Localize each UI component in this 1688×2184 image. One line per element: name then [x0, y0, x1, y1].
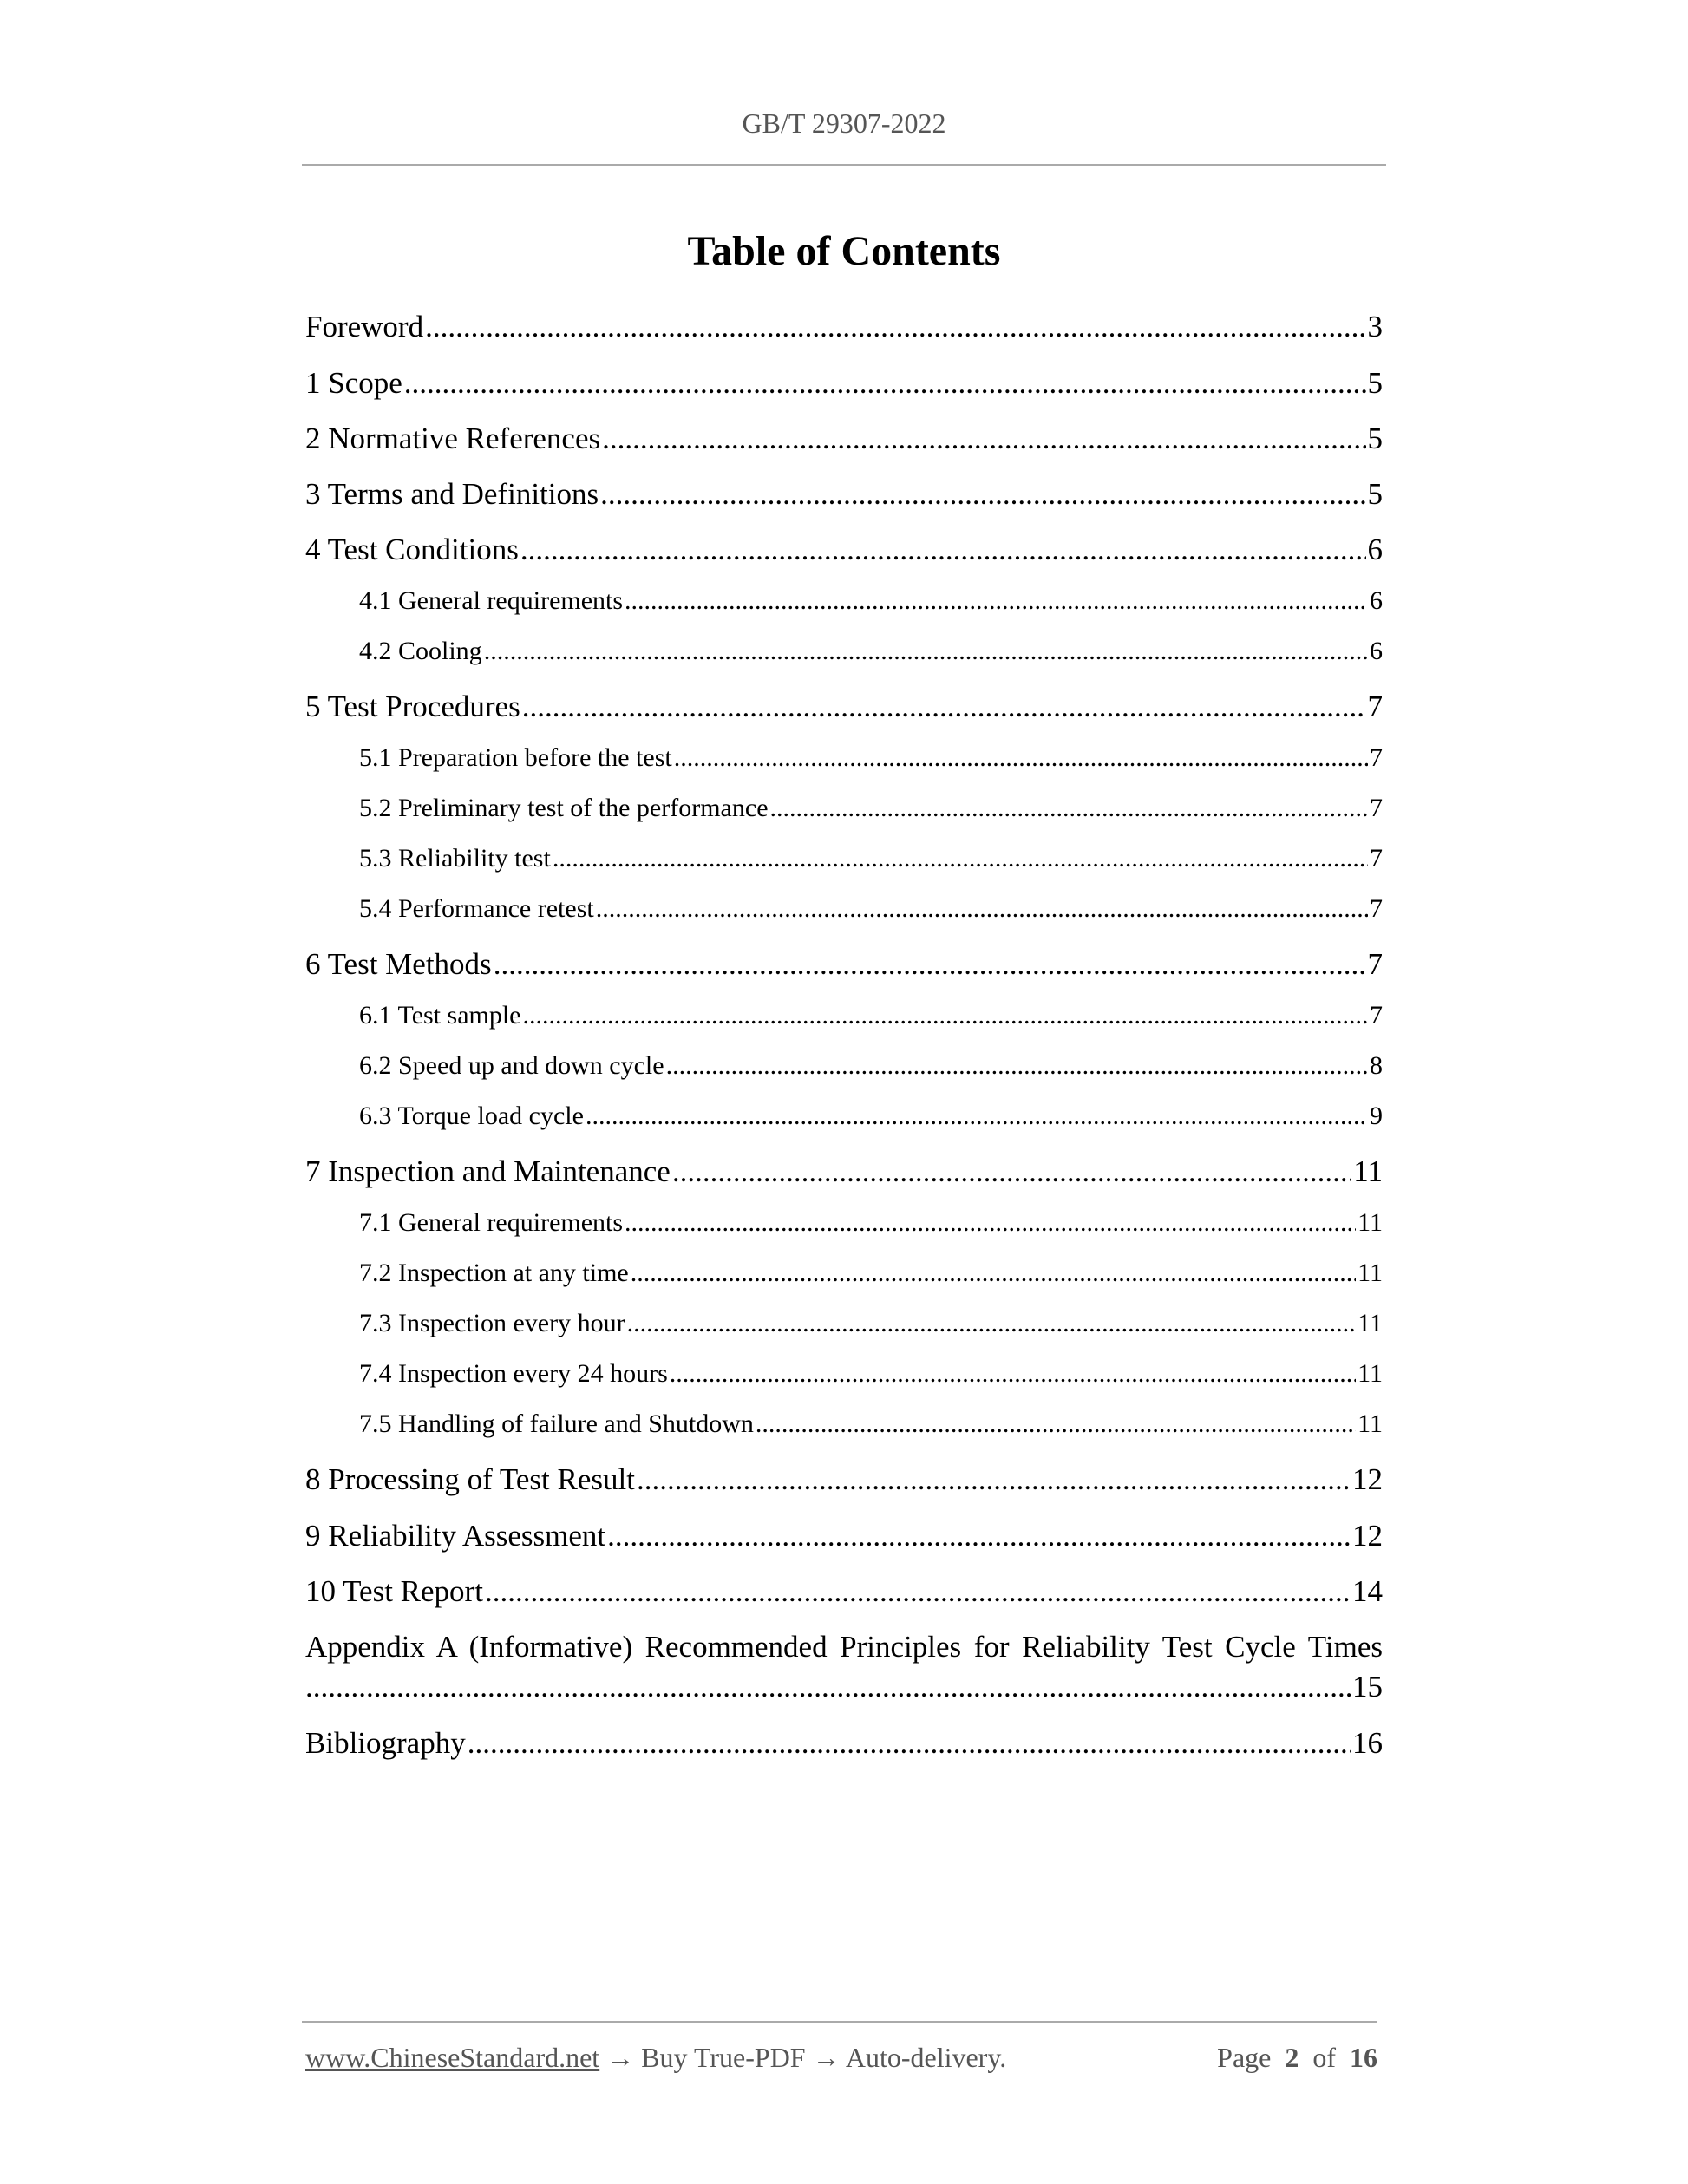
- toc-entry-page: 7: [1370, 894, 1383, 923]
- toc-entry-5-4[interactable]: [305, 894, 1383, 924]
- toc-entry-appendix-a[interactable]: [305, 1630, 1383, 1704]
- toc-entry-label: 6.3 Torque load cycle: [359, 1102, 584, 1130]
- toc-leader-dots: [494, 947, 1366, 982]
- toc-entry-label: 7.4 Inspection every 24 hours: [359, 1359, 668, 1388]
- toc-entry-label: 1 Scope: [305, 366, 402, 400]
- toc-entry-foreword[interactable]: [305, 310, 1383, 344]
- toc-entry-test-methods[interactable]: [305, 947, 1383, 982]
- toc-entry-scope[interactable]: [305, 366, 1383, 401]
- toc-leader-dots: [672, 1154, 1351, 1189]
- toc-entry-page: 6: [1370, 637, 1383, 665]
- toc-entry-label: 4.1 General requirements: [359, 586, 624, 615]
- toc-leader-dots: [674, 743, 1368, 773]
- toc-entry-page: 14: [1352, 1574, 1383, 1608]
- toc-entry-page: 9: [1370, 1102, 1383, 1130]
- toc-entry-page: 11: [1353, 1154, 1383, 1188]
- toc-leader-dots: [602, 422, 1365, 456]
- toc-entry-label: 10 Test Report: [305, 1574, 483, 1608]
- toc-entry-page: 11: [1358, 1309, 1383, 1337]
- toc-leader-dots: [600, 477, 1365, 512]
- toc-entry-label: 4.2 Cooling: [359, 637, 482, 665]
- toc-leader-dots: [631, 1259, 1356, 1288]
- toc-entry-label: 5 Test Procedures: [305, 690, 520, 723]
- toc-entry-terms-definitions[interactable]: [305, 477, 1383, 512]
- toc-entry-page: 12: [1352, 1519, 1383, 1553]
- toc-leader-dots: [523, 1001, 1369, 1030]
- toc-entry-page: 5: [1367, 422, 1383, 455]
- toc-entry-label: 7.1 General requirements: [359, 1208, 624, 1237]
- page-counter: [1217, 2042, 1377, 2074]
- toc-entry-5-2[interactable]: [305, 794, 1383, 823]
- toc-entry-label: 5.4 Performance retest: [359, 894, 594, 923]
- toc-leader-dots: [468, 1726, 1351, 1761]
- toc-leader-dots: [637, 1462, 1351, 1497]
- toc-entry-page: 7: [1367, 690, 1383, 723]
- toc-entry-inspection-maintenance[interactable]: [305, 1154, 1383, 1189]
- toc-entry-bibliography[interactable]: [305, 1726, 1383, 1761]
- toc-entry-7-2[interactable]: [305, 1259, 1383, 1288]
- toc-entry-label: 7.3 Inspection every hour: [359, 1309, 625, 1337]
- toc-leader-dots: [670, 1359, 1356, 1389]
- toc-entry-label: 3 Terms and Definitions: [305, 477, 599, 511]
- toc-leader-dots: [425, 310, 1365, 344]
- toc-entry-page: 7: [1367, 947, 1383, 981]
- toc-entry-label: 5.3 Reliability test: [359, 844, 551, 873]
- toc-entry-label: 5.2 Preliminary test of the performance: [359, 794, 769, 822]
- toc-entry-page: 11: [1358, 1359, 1383, 1388]
- toc-entry-page: 7: [1370, 1001, 1383, 1030]
- toc-entry-7-3[interactable]: [305, 1309, 1383, 1338]
- toc-entry-page: 6: [1367, 533, 1383, 566]
- toc-entry-page: 11: [1358, 1409, 1383, 1438]
- toc-leader-dots: [666, 1051, 1368, 1081]
- website-link[interactable]: www.ChineseStandard.net: [305, 2042, 600, 2073]
- toc-entry-label: 6.2 Speed up and down cycle: [359, 1051, 664, 1080]
- toc-entry-label: 6 Test Methods: [305, 947, 492, 981]
- toc-entry-6-3[interactable]: [305, 1102, 1383, 1131]
- of-word: of: [1312, 2042, 1336, 2073]
- toc-entry-page: 11: [1358, 1259, 1383, 1287]
- toc-entry-test-report[interactable]: [305, 1574, 1383, 1609]
- toc-entry-label: 7.5 Handling of failure and Shutdown: [359, 1409, 754, 1438]
- toc-leader-dots: [586, 1102, 1368, 1131]
- toc-entry-5-3[interactable]: [305, 844, 1383, 873]
- toc-leader-dots: [625, 586, 1368, 616]
- arrow-right-icon: →: [606, 2042, 635, 2073]
- toc-entry-label: 4 Test Conditions: [305, 533, 519, 566]
- toc-leader-dots: [404, 366, 1366, 401]
- toc-entry-label: 5.1 Preparation before the test: [359, 743, 672, 772]
- toc-entry-5-1[interactable]: [305, 743, 1383, 773]
- toc-entry-4-1[interactable]: [305, 586, 1383, 616]
- toc-entry-page: 12: [1352, 1462, 1383, 1496]
- toc-entry-label: Bibliography: [305, 1726, 466, 1760]
- total-pages-number: 16: [1350, 2042, 1377, 2073]
- toc-entry-page: 11: [1358, 1208, 1383, 1237]
- toc-entry-page: 5: [1367, 477, 1383, 511]
- footer-divider: [302, 2021, 1377, 2023]
- toc-entry-label: 7.2 Inspection at any time: [359, 1259, 629, 1287]
- toc-leader-dots: [627, 1309, 1357, 1338]
- toc-entry-test-procedures[interactable]: [305, 690, 1383, 724]
- document-code-header: GB/T 29307-2022: [742, 108, 946, 139]
- toc-leader-dots: [520, 533, 1366, 567]
- toc-entry-reliability-assessment[interactable]: [305, 1519, 1383, 1553]
- toc-leader-dots: [305, 1670, 1351, 1704]
- toc-entry-page: 15: [1352, 1670, 1383, 1703]
- header-divider: [302, 164, 1386, 166]
- toc-entry-page: 8: [1370, 1051, 1383, 1080]
- arrow-right-icon: →: [812, 2042, 841, 2073]
- toc-entry-page: 7: [1370, 794, 1383, 822]
- page-title: Table of Contents: [687, 228, 1001, 274]
- toc-entry-page: 7: [1370, 743, 1383, 772]
- toc-leader-dots: [770, 794, 1368, 823]
- toc-entry-6-2[interactable]: [305, 1051, 1383, 1081]
- buy-pdf-text: Buy True-PDF: [641, 2042, 806, 2073]
- toc-entry-page: 6: [1370, 586, 1383, 615]
- toc-leader-dots: [485, 1574, 1351, 1609]
- footer-promo: [305, 2042, 1006, 2074]
- toc-entry-label: 2 Normative References: [305, 422, 601, 455]
- page-footer: [305, 2042, 1377, 2074]
- toc-leader-dots: [522, 690, 1366, 724]
- toc-entry-7-5[interactable]: [305, 1409, 1383, 1439]
- page-word: Page: [1217, 2042, 1272, 2073]
- toc-entry-page: 5: [1367, 366, 1383, 400]
- toc-leader-dots: [607, 1519, 1351, 1553]
- toc-entry-label: Appendix A (Informative) Recommended Principles for Reliability Test Cycle Times: [305, 1630, 1383, 1664]
- toc-entry-4-2[interactable]: [305, 637, 1383, 666]
- toc-entry-7-4[interactable]: [305, 1359, 1383, 1389]
- toc-entry-label: 7 Inspection and Maintenance: [305, 1154, 671, 1188]
- auto-delivery-text: Auto-delivery.: [845, 2042, 1007, 2073]
- toc-leader-dots: [625, 1208, 1356, 1238]
- toc-leader-dots: [756, 1409, 1356, 1439]
- toc-entry-test-conditions[interactable]: [305, 533, 1383, 567]
- toc-entry-label: 8 Processing of Test Result: [305, 1462, 635, 1496]
- toc-entry-label: Foreword: [305, 310, 424, 343]
- toc-entry-label: 6.1 Test sample: [359, 1001, 521, 1030]
- toc-entry-label: 9 Reliability Assessment: [305, 1519, 606, 1553]
- toc-leader-dots: [484, 637, 1368, 666]
- toc-entry-page: 7: [1370, 844, 1383, 873]
- toc-entry-processing-results[interactable]: [305, 1462, 1383, 1497]
- toc-leader-dots: [553, 844, 1368, 873]
- toc-entry-7-1[interactable]: [305, 1208, 1383, 1238]
- toc-entry-6-1[interactable]: [305, 1001, 1383, 1030]
- toc-entry-page: 3: [1367, 310, 1383, 343]
- toc-entry-normative-references[interactable]: [305, 422, 1383, 456]
- toc-leader-dots: [596, 894, 1368, 924]
- current-page-number: 2: [1285, 2042, 1299, 2073]
- toc-entry-page: 16: [1352, 1726, 1383, 1760]
